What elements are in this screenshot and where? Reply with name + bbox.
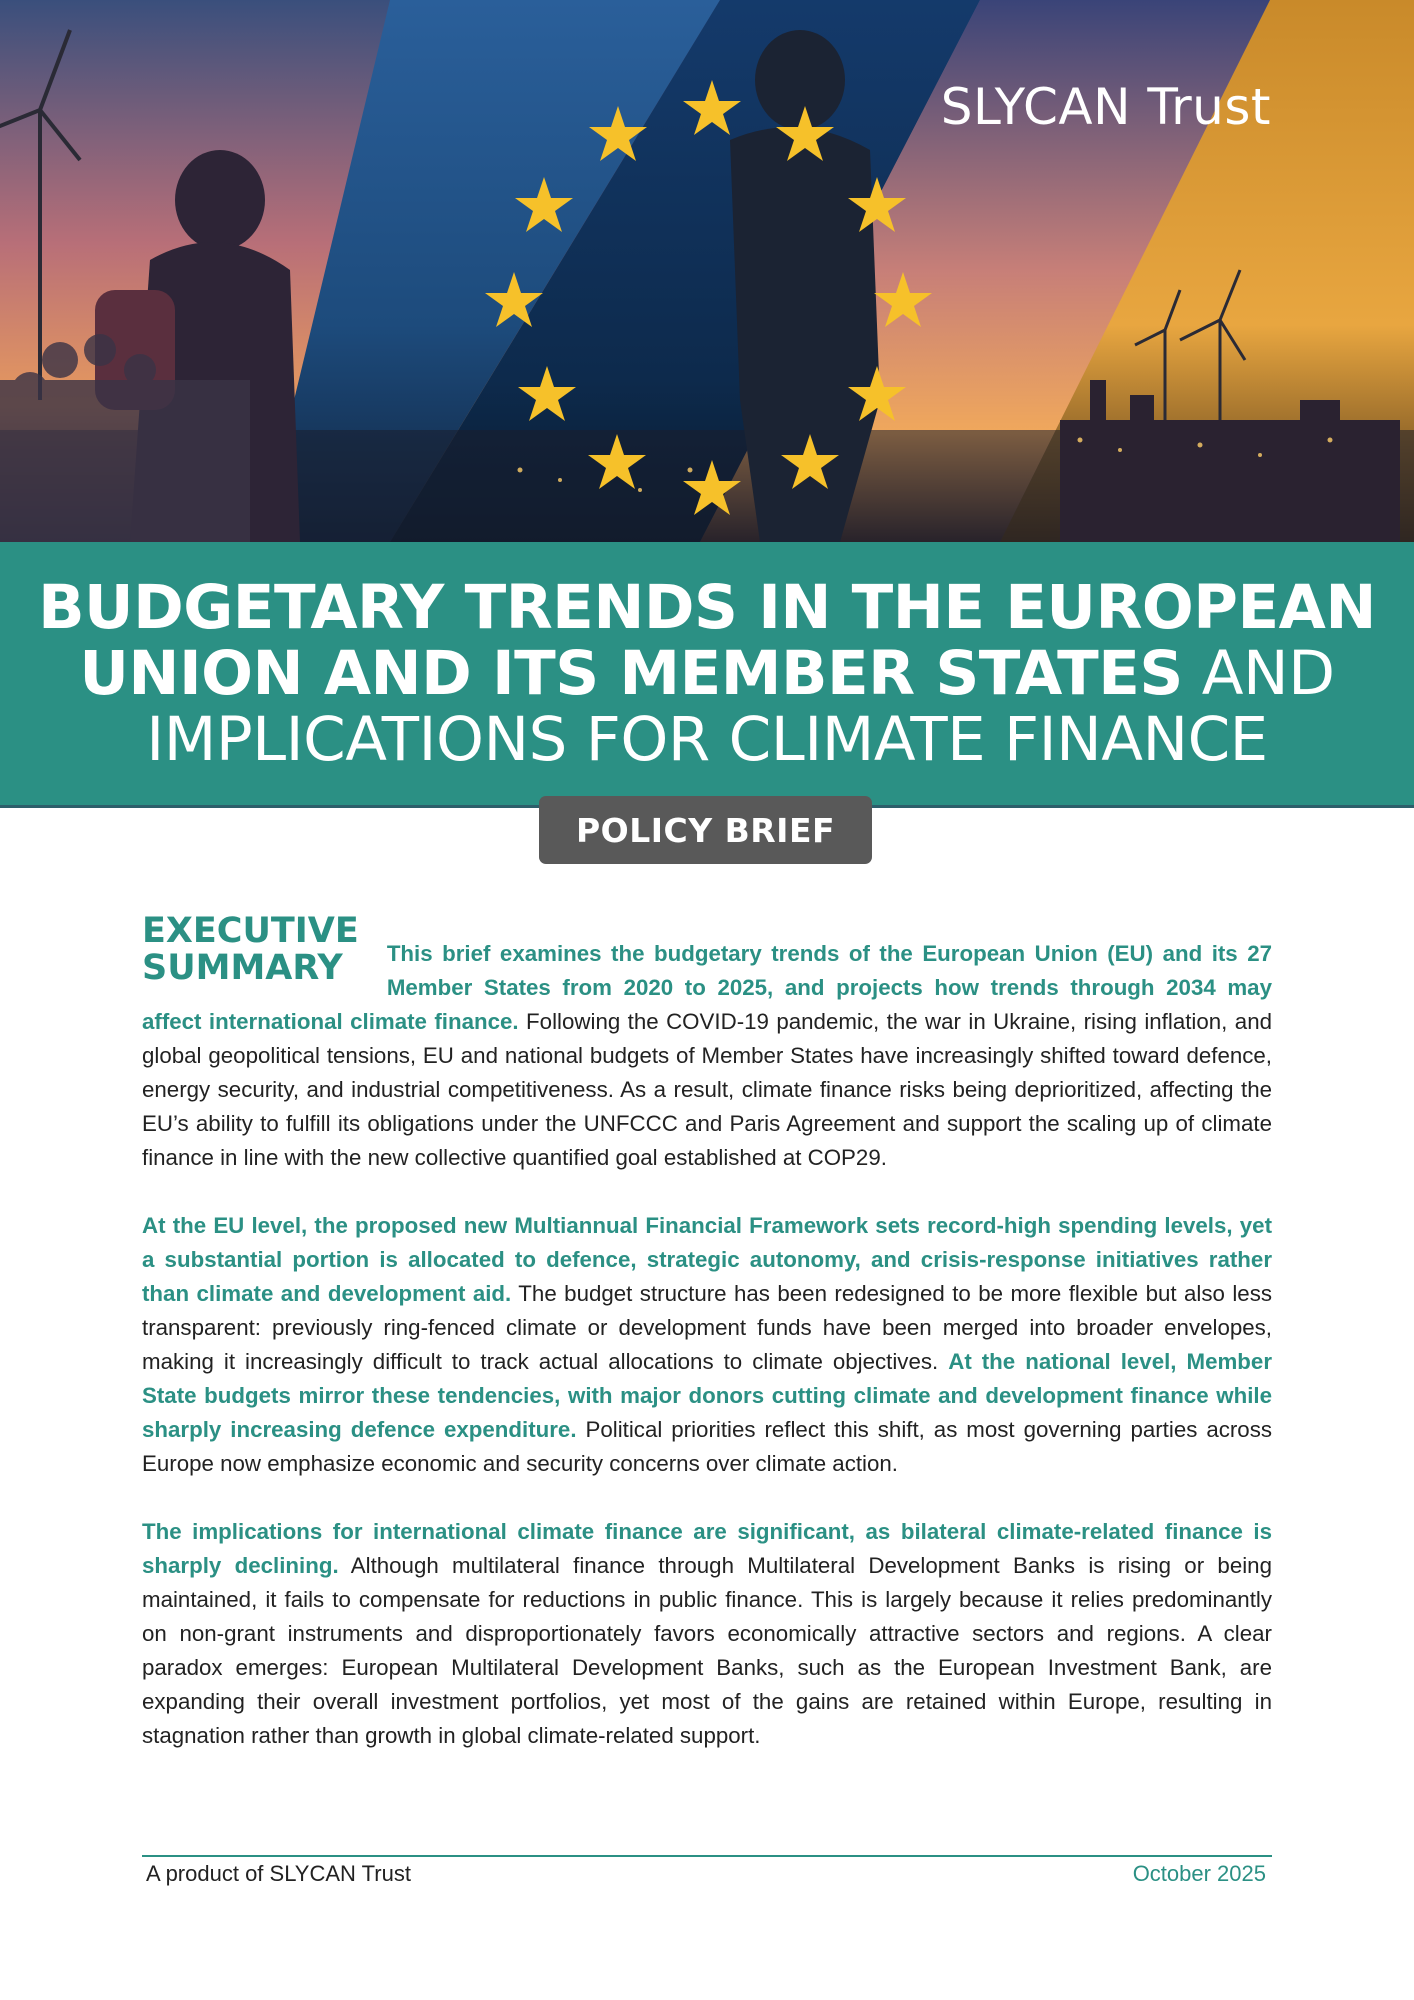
paragraph-3-text: Although multilateral finance through Multilateral Development Banks is rising or being maintained, it fails to compensate for reductions in public finance. This is largely because it relies predominantly on non-grant instruments and disproportionately favors economically attractive sectors and regions. A clear paradox emerges: European Multilateral Development Banks, such as the European Investment Bank, are expanding their overall investment portfolios, yet most of the gains are retained within Europe, resulting in stagnation rather than growth in global climate-related support. <box>142 1553 1272 1748</box>
paragraph-2-text: The budget structure has been redesigned to be more flexible but also less transparent: previously ring-fenced climate or development funds have been merged into broader envelopes, making it increasingly difficult to track actual allocations to climate objectives. <box>142 1281 1272 1374</box>
title-line-2-light: AND <box>1182 637 1335 709</box>
title-line-3-light: IMPLICATIONS FOR CLIMATE FINANCE <box>146 703 1268 775</box>
footer-date: October 2025 <box>1132 1861 1266 1886</box>
brand-name: SLYCAN Trust <box>940 78 1271 136</box>
title-line-1 <box>38 571 1376 643</box>
paragraph-2-highlight-2: At the national level, Member State budgets mirror these tendencies, with major donors cutting climate and development finance while sharply increasing defence expenditure. <box>142 1349 1272 1442</box>
title-line-2-bold: UNION AND ITS MEMBER STATES <box>79 637 1183 709</box>
doc-type-badge: POLICY BRIEF <box>539 796 872 864</box>
executive-summary <box>142 913 1272 1787</box>
executive-summary-heading <box>142 913 359 987</box>
footer-credit: A product of SLYCAN Trust <box>146 1861 411 1886</box>
paragraph-1-highlight: This brief examines the budgetary trends of the European Union (EU) and its 27 Member States from 2020 to 2025, and projects how trends through 2034 may affect international climate finance. <box>142 941 1272 1034</box>
paragraph-2 <box>142 1209 1272 1481</box>
paragraph-3-highlight: The implications for international climate finance are significant, as bilateral climate-related finance is sharply declining. <box>142 1519 1272 1578</box>
hero-image <box>0 0 1414 542</box>
title-banner <box>0 542 1414 808</box>
heading-line-2: SUMMARY <box>142 948 343 988</box>
title-line-3 <box>146 703 1268 775</box>
footer-divider <box>142 1855 1272 1857</box>
paragraph-3 <box>142 1515 1272 1753</box>
paragraph-2-highlight: At the EU level, the proposed new Multiannual Financial Framework sets record-high spending levels, yet a substantial portion is allocated to defence, strategic autonomy, and crisis-response initiatives rather than climate and development aid. <box>142 1213 1272 1306</box>
heading-line-1: EXECUTIVE <box>142 911 359 951</box>
title-line-1-bold: BUDGETARY TRENDS IN THE EUROPEAN <box>38 571 1376 643</box>
paragraph-1-text: Following the COVID-19 pandemic, the war in Ukraine, rising inflation, and global geopolitical tensions, EU and national budgets of Member States have increasingly shifted toward defence, energy security, and industrial competitiveness. As a result, climate finance risks being deprioritized, affecting the EU’s ability to fulfill its obligations under the UNFCCC and Paris Agreement and support the scaling up of climate finance in line with the new collective quantified goal established at COP29. <box>142 1009 1273 1170</box>
title-line-2 <box>79 637 1335 709</box>
paragraph-2-text-2: Political priorities reflect this shift, as most governing parties across Europe now emphasize economic and security concerns over climate action. <box>142 1417 1272 1476</box>
